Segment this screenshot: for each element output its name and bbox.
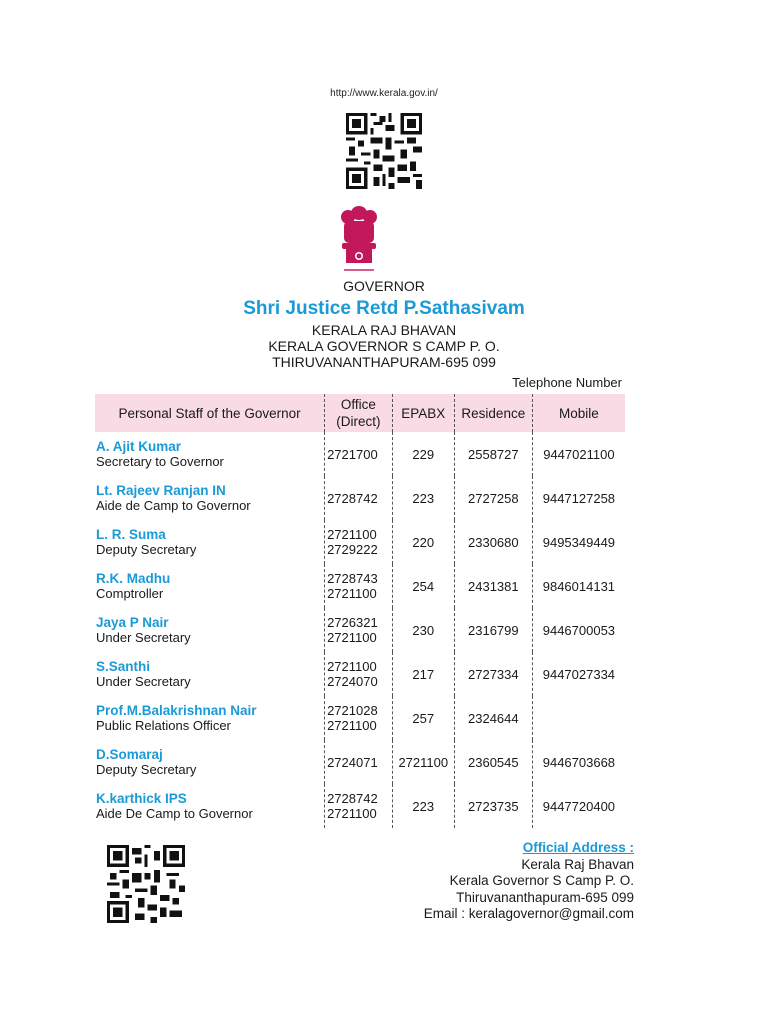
office-cell	[325, 432, 393, 476]
office-cell	[325, 696, 393, 740]
office-number: 2728743	[327, 571, 378, 586]
col-mobile: Mobile	[532, 394, 625, 432]
table-row	[95, 476, 625, 520]
staff-name: R.K. Madhu	[96, 571, 171, 586]
col-office	[325, 394, 393, 432]
office-cell	[325, 564, 393, 608]
col-office-line2: (Direct)	[336, 414, 381, 429]
mobile-cell: 9446703668	[542, 754, 616, 770]
epabx-cell: 230	[392, 608, 454, 652]
mobile-cell: 9447021100	[543, 446, 615, 462]
residence-cell: 2316799	[454, 608, 532, 652]
residence-cell: 2558727	[454, 432, 532, 476]
staff-name: Lt. Rajeev Ranjan IN	[96, 483, 226, 498]
office-cell	[325, 652, 393, 696]
table-row	[95, 740, 625, 784]
staff-designation: Under Secretary	[96, 674, 191, 689]
office-number: 2728742	[327, 791, 378, 806]
office-number: 2721700	[327, 446, 378, 462]
mobile-cell	[532, 696, 625, 740]
epabx-cell: 217	[392, 652, 454, 696]
staff-name: D.Somaraj	[96, 747, 163, 762]
col-epabx: EPABX	[392, 394, 454, 432]
office-number: 2726321	[327, 615, 378, 630]
staff-name: Jaya P Nair	[96, 615, 169, 630]
residence-cell: 2727334	[454, 652, 532, 696]
staff-designation: Aide de Camp to Governor	[96, 498, 251, 513]
epabx-cell: 223	[392, 784, 454, 828]
mobile-cell: 9446700053	[542, 622, 616, 638]
office-cell	[325, 476, 393, 520]
table-header-row	[95, 394, 625, 432]
address-line-1: KERALA RAJ BHAVAN	[311, 322, 457, 338]
staff-name: A. Ajit Kumar	[96, 439, 182, 454]
col-staff: Personal Staff of the Governor	[95, 394, 325, 432]
mobile-cell: 9846014131	[542, 578, 616, 594]
office-number: 2724071	[327, 754, 378, 770]
staff-cell	[95, 564, 325, 608]
epabx-cell: 254	[392, 564, 454, 608]
office-number: 2729222	[327, 542, 378, 557]
table-row	[95, 432, 625, 476]
staff-name: S.Santhi	[96, 659, 151, 674]
official-address-line-1: Kerala Raj Bhavan	[521, 856, 634, 872]
official-address-heading: Official Address :	[522, 840, 634, 855]
office-number: 2721028	[327, 703, 378, 718]
mobile-cell: 9447027334	[542, 666, 616, 682]
office-cell	[325, 740, 393, 784]
residence-cell: 2324644	[454, 696, 532, 740]
staff-cell	[95, 652, 325, 696]
qr-code-top	[346, 113, 422, 189]
residence-cell: 2431381	[454, 564, 532, 608]
mobile-cell: 9447720400	[542, 798, 616, 814]
office-cell	[325, 608, 393, 652]
residence-cell: 2360545	[454, 740, 532, 784]
residence-cell: 2330680	[454, 520, 532, 564]
qr-code-bottom	[107, 845, 185, 923]
official-address	[424, 840, 634, 923]
staff-designation: Comptroller	[96, 586, 164, 601]
table-row	[95, 652, 625, 696]
staff-cell	[95, 740, 325, 784]
col-residence: Residence	[454, 394, 532, 432]
epabx-cell: 2721100	[392, 740, 454, 784]
website-url[interactable]: http://www.kerala.gov.in/	[330, 88, 438, 99]
mobile-cell: 9495349449	[542, 534, 616, 550]
residence-cell: 2723735	[454, 784, 532, 828]
staff-designation: Secretary to Governor	[96, 454, 224, 469]
epabx-cell: 229	[392, 432, 454, 476]
state-emblem-icon	[334, 203, 384, 275]
office-number: 2721100	[327, 527, 377, 542]
address-line-2: KERALA GOVERNOR S CAMP P. O.	[268, 338, 500, 354]
staff-designation: Public Relations Officer	[96, 718, 231, 733]
official-address-line-2: Kerala Governor S Camp P. O.	[449, 873, 634, 888]
residence-cell: 2727258	[454, 476, 532, 520]
office-number: 2728742	[327, 490, 378, 506]
office-number: 2721100	[327, 718, 377, 733]
staff-cell	[95, 520, 325, 564]
epabx-cell: 223	[392, 476, 454, 520]
staff-name: K.karthick IPS	[96, 791, 187, 806]
office-cell	[325, 784, 393, 828]
staff-name: Prof.M.Balakrishnan Nair	[96, 703, 257, 718]
table-row	[95, 608, 625, 652]
table-row	[95, 696, 625, 740]
official-address-line-3: Thiruvananthapuram-695 099	[456, 889, 634, 905]
staff-cell	[95, 608, 325, 652]
address-line-3: THIRUVANANTHAPURAM-695 099	[272, 354, 496, 370]
table-row	[95, 784, 625, 828]
office-number: 2721100	[327, 806, 377, 821]
staff-name: L. R. Suma	[96, 527, 166, 542]
office-number: 2724070	[327, 674, 378, 689]
staff-designation: Aide De Camp to Governor	[96, 806, 253, 821]
office-number: 2721100	[327, 630, 377, 645]
mobile-cell: 9447127258	[542, 490, 616, 506]
official-address-email[interactable]: Email : keralagovernor@gmail.com	[423, 906, 634, 921]
staff-table-body	[95, 432, 625, 828]
staff-cell	[95, 696, 325, 740]
staff-designation: Deputy Secretary	[96, 762, 197, 777]
governor-label: GOVERNOR	[343, 278, 425, 294]
staff-cell	[95, 476, 325, 520]
office-number: 2721100	[327, 586, 377, 601]
staff-cell	[95, 784, 325, 828]
staff-cell	[95, 432, 325, 476]
governor-name: Shri Justice Retd P.Sathasivam	[243, 298, 525, 319]
staff-designation: Deputy Secretary	[96, 542, 197, 557]
staff-designation: Under Secretary	[96, 630, 191, 645]
epabx-cell: 220	[392, 520, 454, 564]
office-cell	[325, 520, 393, 564]
table-row	[95, 564, 625, 608]
col-office-line1: Office	[340, 397, 376, 412]
table-row	[95, 520, 625, 564]
staff-table	[95, 394, 625, 828]
telephone-heading: Telephone Number	[512, 375, 622, 390]
office-number: 2721100	[327, 659, 377, 674]
epabx-cell: 257	[392, 696, 454, 740]
